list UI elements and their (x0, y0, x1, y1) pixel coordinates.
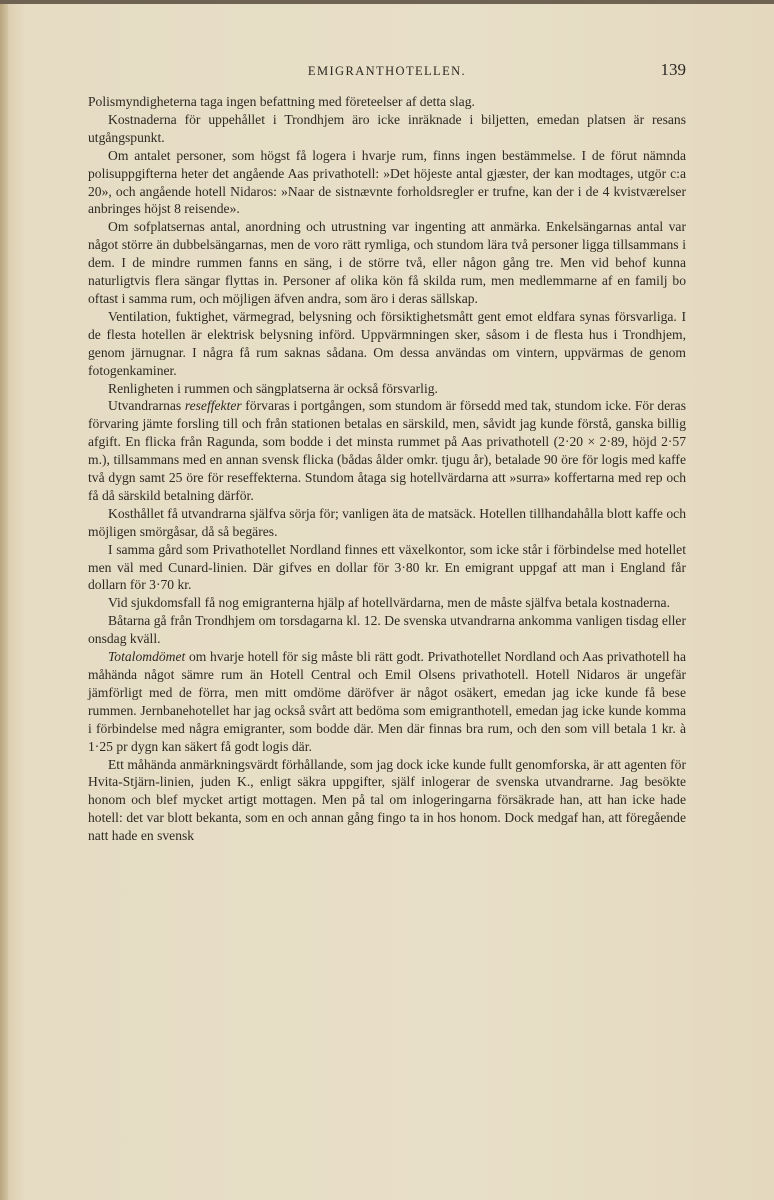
paragraph-text-rest: om hvarje hotell för sig måste bli rätt godt. Privathotellet Nordland och Aas privathotell ha måhända något sämre rum än Hotell Central och Emil Olsens privathotell. Hotell Nidaros är ungefär jämförligt med de förra, men mitt omdöme däröfver är något osäkert, emedan jag icke kunde få bese rummen. Jernbanehotellet har jag också svårt att bedöma som emigranthotell, emedan jag icke kunde komma i förbindelse med några emigranter, som bodde där. Men där finnas bra rum, och den som vill betala 1 kr. à 1·25 pr dygn kan säkert få godt logis där. (88, 649, 686, 754)
paragraph-text: Renligheten i rummen och sängplatserna är också försvarlig. (108, 380, 438, 396)
body-text (88, 93, 686, 845)
paragraph (88, 308, 686, 380)
italic-term: reseffekter (184, 398, 242, 414)
paragraph (88, 93, 686, 111)
paragraph (88, 594, 686, 612)
paragraph (88, 218, 686, 308)
paragraph (88, 111, 686, 147)
paragraph-text: Kosthållet få utvandrarna själfva sörja för; vanligen äta de matsäck. Hotellen tillhandahålla blott kaffe och möjligen smörgåsar, då så begäres. (88, 505, 686, 539)
italic-term: Totalomdömet (108, 649, 186, 665)
paragraph (88, 541, 686, 595)
paragraph (88, 648, 686, 755)
paragraph (88, 147, 686, 219)
paragraph-text: I samma gård som Privathotellet Nordland finnes ett växelkontor, som icke står i förbindelse med hotellet men väl med Cunard-linien. Där gifves en dollar för 3·80 kr. En emigrant uppgaf att man i England får dollarn för 3·70 kr. (88, 541, 686, 593)
paragraph-text: Ventilation, fuktighet, värmegrad, belysning och försiktighetsmått gent emot eldfara synas försvarliga. I de flesta hotellen är elektrisk belysning införd. Uppvärmningen sker, såsom i de flesta hus i Trondhjem, genom järnugnar. I några få rum saknas sådana. Om dessa användas om vintern, uppvärmas de genom fotogenkaminer. (88, 308, 686, 378)
top-border-rule (0, 0, 774, 4)
paragraph-text: Vid sjukdomsfall få nog emigranterna hjälp af hotellvärdarna, men de måste själfva betala kostnaderna. (108, 595, 670, 611)
running-title: EMIGRANTHOTELLEN. (307, 64, 467, 78)
paragraph (88, 380, 686, 398)
paragraph (88, 505, 686, 541)
paragraph-text-lead: Utvandrarnas (108, 398, 185, 414)
page-binding-edge (0, 0, 8, 1200)
paragraph-text: Polismyndigheterna taga ingen befattning med företeelser af detta slag. (88, 94, 475, 109)
paragraph (88, 612, 686, 648)
paragraph-text: Om antalet personer, som högst få logera i hvarje rum, finns ingen bestämmelse. I de förut nämnda polisuppgifterna heter det angående Aas privathotell: »Det höjeste antal gjæster, der kan modtages, utgör c:a 20», och angående hotell Nidaros: »Naar de sistnævnte forholdsregler er trufne, kan der i de 4 kvistværelser anbringes höjst 8 reisende». (88, 147, 686, 217)
paragraph (88, 756, 686, 846)
paragraph-text: Om sofplatsernas antal, anordning och utrustning var ingenting att anmärka. Enkelsängarnas antal var något större än dubbelsängarnas, men de voro rätt rymliga, och stundom lära två personer ligga tillsammans i dem. I de mindre rummen fanns en säng, i de större två, eller någon gång tre. Men vid behof kunna naturligtvis flera sängar flyttas in. Personer af olika kön få skilda rum, men medlemmarne af en familj bo oftast i samma rum, och möjligen äfven andra, som äro i deras sällskap. (88, 219, 686, 306)
paragraph-text: Ett måhända anmärkningsvärdt förhållande, som jag dock icke kunde fullt genomforska, är att agenten för Hvita-Stjärn-linien, juden K., enligt säkra uppgifter, själf inlogerar de svenska utvandrarne. Jag besökte honom och blef mycket artigt mottagen. Men på tal om inlogeringarna försäkrade han, att han icke hade hotell: det var blott bekanta, som en och annan gång fingo ta in hos honom. Dock medgaf han, att föregående natt hade en svensk (88, 756, 686, 844)
paragraph-text: Båtarna gå från Trondhjem om torsdagarna kl. 12. De svenska utvandrarna ankomma vanligen tisdag eller onsdag kväll. (88, 613, 686, 647)
paragraph-text-rest: förvaras i portgången, som stundom är försedd med tak, stundom icke. För deras förvaring jämte forsling till och från stationen betalas en särskild, men, såvidt jag kunde förstå, ganska billig afgift. En flicka från Ragunda, som bodde i det minsta rummet på Aas privathotell (2·20 × 2·89, höjd 2·57 m.), tillsammans med en annan svensk flicka (bådas ålder omkr. tjugu år), betalade 90 öre för logis med kaffe två dygn samt 25 öre för reseffekterna. Stundom åtaga sig hotellvärdarna att »surra» koffertarna med rep och få då särskild betalning därför. (88, 398, 686, 503)
paragraph-text: Kostnaderna för uppehållet i Trondhjem äro icke inräknade i biljetten, emedan platsen är resans utgångspunkt. (88, 111, 686, 145)
paragraph (88, 397, 686, 504)
running-header (88, 60, 686, 82)
page-number: 139 (660, 60, 686, 79)
